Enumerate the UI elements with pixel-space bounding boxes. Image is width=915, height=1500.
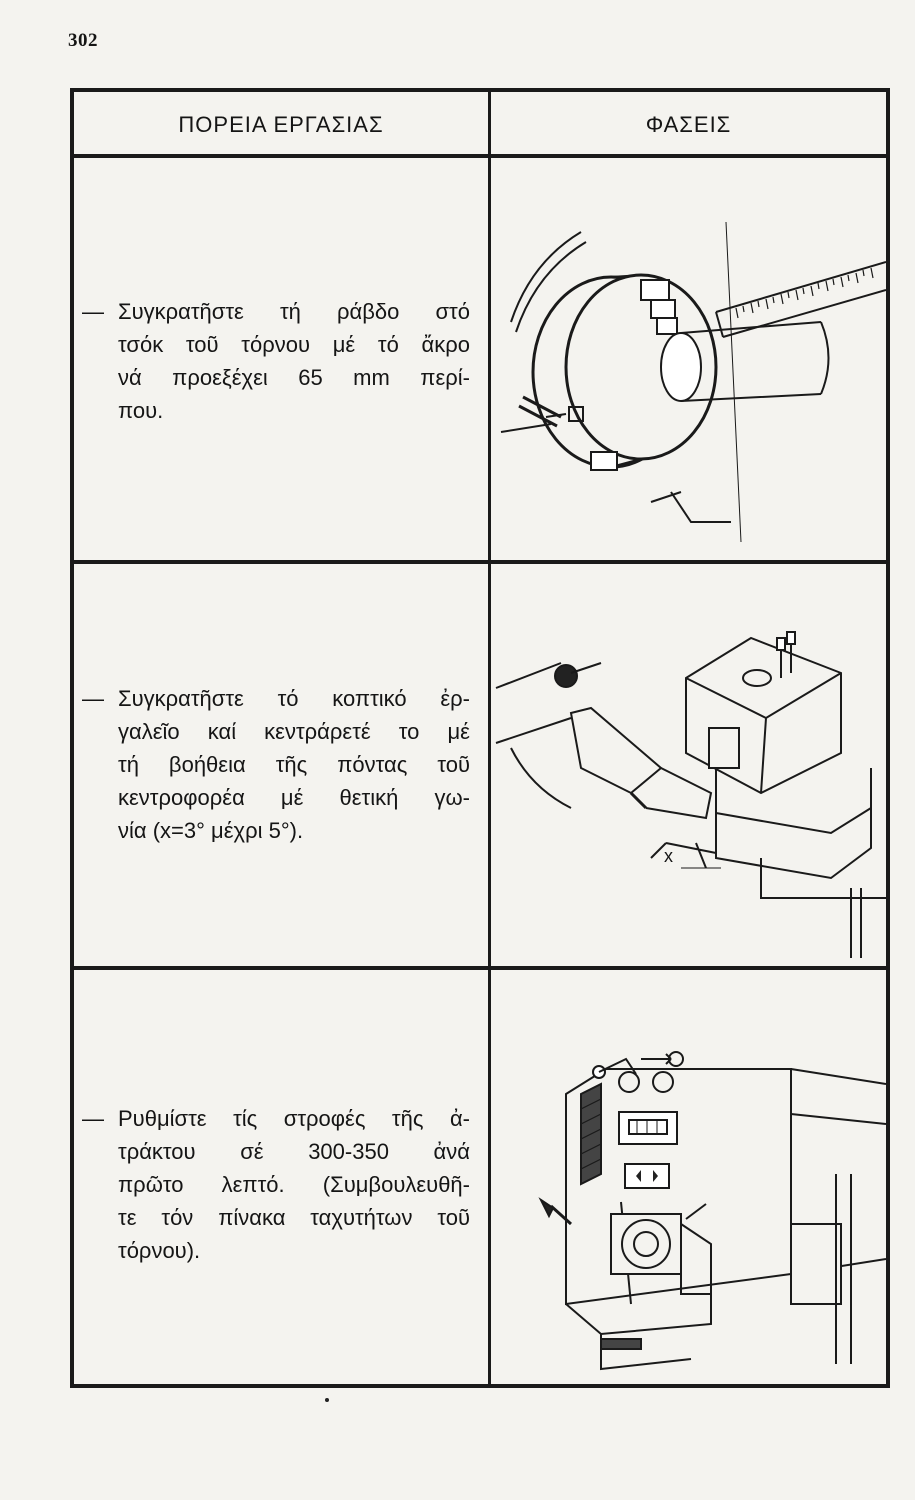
row-1-illustration: [491, 162, 886, 560]
row-2-line-4: κεντροφορέα μέ θετική γω-: [118, 785, 470, 810]
header-phases: ΦΑΣΕΙΣ: [645, 112, 732, 137]
row-divider-1: [74, 560, 886, 564]
lathe-headstock-speed-controls-icon: [491, 974, 886, 1384]
dash-marker: —: [82, 1106, 104, 1131]
row-2-instruction: [74, 682, 486, 847]
row-2-line-1: Συγκρατῆστε τό κοπτικό ἐρ-: [118, 686, 470, 711]
row-2-line-2: γαλεῖο καί κεντράρετέ το μέ: [118, 719, 470, 744]
row-2-line-3: τή βοήθεια τῆς πόντας τοῦ: [118, 752, 470, 777]
page-number: 302: [68, 30, 98, 51]
dash-marker: —: [82, 299, 104, 324]
procedure-table: [70, 88, 890, 1388]
row-3-line-2: τράκτου σέ 300-350 ἀνά: [118, 1139, 470, 1164]
stray-dot: [325, 1398, 329, 1402]
row-2-illustration: [491, 568, 886, 966]
row-1-line-1: Συγκρατῆστε τή ράβδο στό: [118, 299, 470, 324]
row-3-line-3: πρῶτο λεπτό. (Συμβουλευθῆ-: [118, 1172, 470, 1197]
row-2-line-5: νία (x=3° μέχρι 5°).: [118, 818, 304, 843]
angle-label-x: x: [664, 846, 673, 866]
dash-marker: —: [82, 686, 104, 711]
row-3-illustration: [491, 974, 886, 1384]
row-3-instruction: [74, 1102, 486, 1267]
row-3-line-1: Ρυθμίστε τίς στροφές τῆς ἀ-: [118, 1106, 470, 1131]
row-1-line-4: που.: [118, 398, 164, 423]
header-procedure: ΠΟΡΕΙΑ ΕΡΓΑΣΙΑΣ: [178, 112, 384, 137]
tool-post-and-tailstock-center-icon: [491, 568, 886, 966]
row-1-line-3: νά προεξέχει 65 mm περί-: [118, 365, 470, 390]
row-1-instruction: [74, 295, 486, 427]
row-3-line-4: τε τόν πίνακα ταχυτήτων τοῦ: [118, 1205, 470, 1230]
row-1-line-2: τσόκ τοῦ τόρνου μέ τό ἄκρο: [118, 332, 470, 357]
chuck-holding-bar-with-ruler-icon: [491, 162, 886, 560]
row-divider-2: [74, 966, 886, 970]
row-3-line-5: τόρνου).: [118, 1238, 201, 1263]
